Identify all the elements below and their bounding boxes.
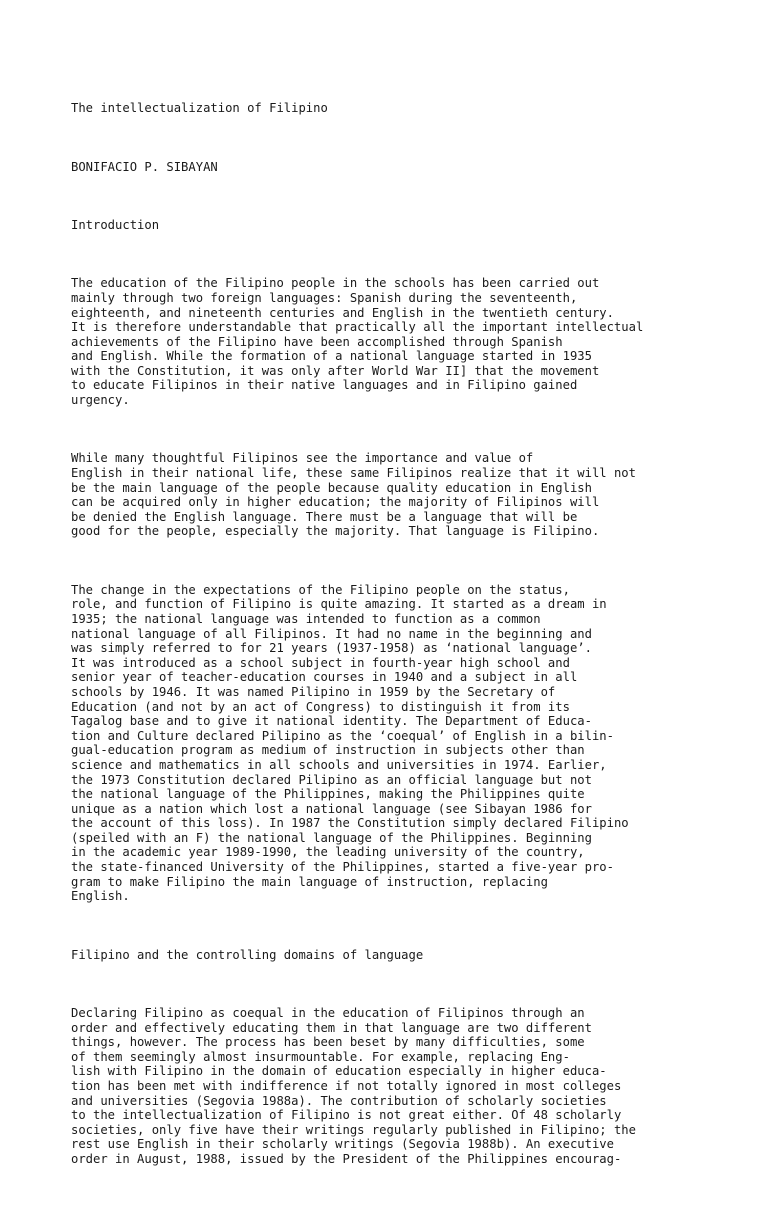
section-heading-introduction: Introduction (71, 217, 160, 232)
section-heading-controlling-domains: Filipino and the controlling domains of language (71, 947, 424, 962)
paragraph: While many thoughtful Filipinos see the importance and value of English in their national life, these same Filipinos realize that it will not be the main language of the people because quality education in English can be acquired only in higher education; the majority of Filipinos will be denied the English language. There must be a language that will be good for the people, especially the majority. That language is Filipino. (71, 451, 636, 539)
paragraph: Declaring Filipino as coequal in the education of Filipinos through an order and effectively educating them in that language are two different things, however. The process has been beset by many difficulties, some of them seemingly almost insurmountable. For example, replacing Eng- lish with Filipino in the domain of education especially in higher educa- tion has been met with indifference if not totally ignored in most colleges and universities (Segovia 1988a). The contribution of scholarly societies to the intellectualization of Filipino is not great either. Of 48 scholarly societies, only five have their writings regularly published in Filipino; the rest use English in their scholarly writings (Segovia 1988b). An executive order in August, 1988, issued by the President of the Philippines encourag- (71, 1006, 636, 1166)
document-body (71, 72, 731, 1210)
paragraph: The education of the Filipino people in the schools has been carried out mainly through two foreign languages: Spanish during the seventeenth, eighteenth, and nineteenth centuries and English in the twentieth century. It is therefore understandable that practically all the important intellectual achievements of the Filipino have been accomplished through Spanish and English. While the formation of a national language started in 1935 with the Constitution, it was only after World War II] that the movement to educate Filipinos in their native languages and in Filipino gained urgency. (71, 276, 644, 408)
author-name: BONIFACIO P. SIBAYAN (71, 159, 218, 174)
paragraph: The change in the expectations of the Filipino people on the status, role, and function of Filipino is quite amazing. It started as a dream in 1935; the national language was intended to function as a common national language of all Filipinos. It had no name in the beginning and was simply referred to for 21 years (1937-1958) as ‘national language’. It was introduced as a school subject in fourth-year high school and senior year of teacher-education courses in 1940 and a subject in all schools by 1946. It was named Pilipino in 1959 by the Secretary of Education (and not by an act of Congress) to distinguish it from its Tagalog base and to give it national identity. The Department of Educa- tion and Culture declared Pilipino as the ‘coequal’ of English in a bilin- gual-education program as medium of instruction in subjects other than science and mathematics in all schools and universities in 1974. Earlier, the 1973 Constitution declared Pilipino as an official language but not the national language of the Philippines, making the Philippines quite unique as a nation which lost a national language (see Sibayan 1986 for the account of this loss). In 1987 the Constitution simply declared Filipino (speiled with an F) the national language of the Philippines. Beginning in the academic year 1989-1990, the leading university of the country, the state-financed University of the Philippines, started a five-year pro- gram to make Filipino the main language of instruction, replacing English. (71, 582, 629, 904)
document-title: The intellectualization of Filipino (71, 101, 328, 116)
